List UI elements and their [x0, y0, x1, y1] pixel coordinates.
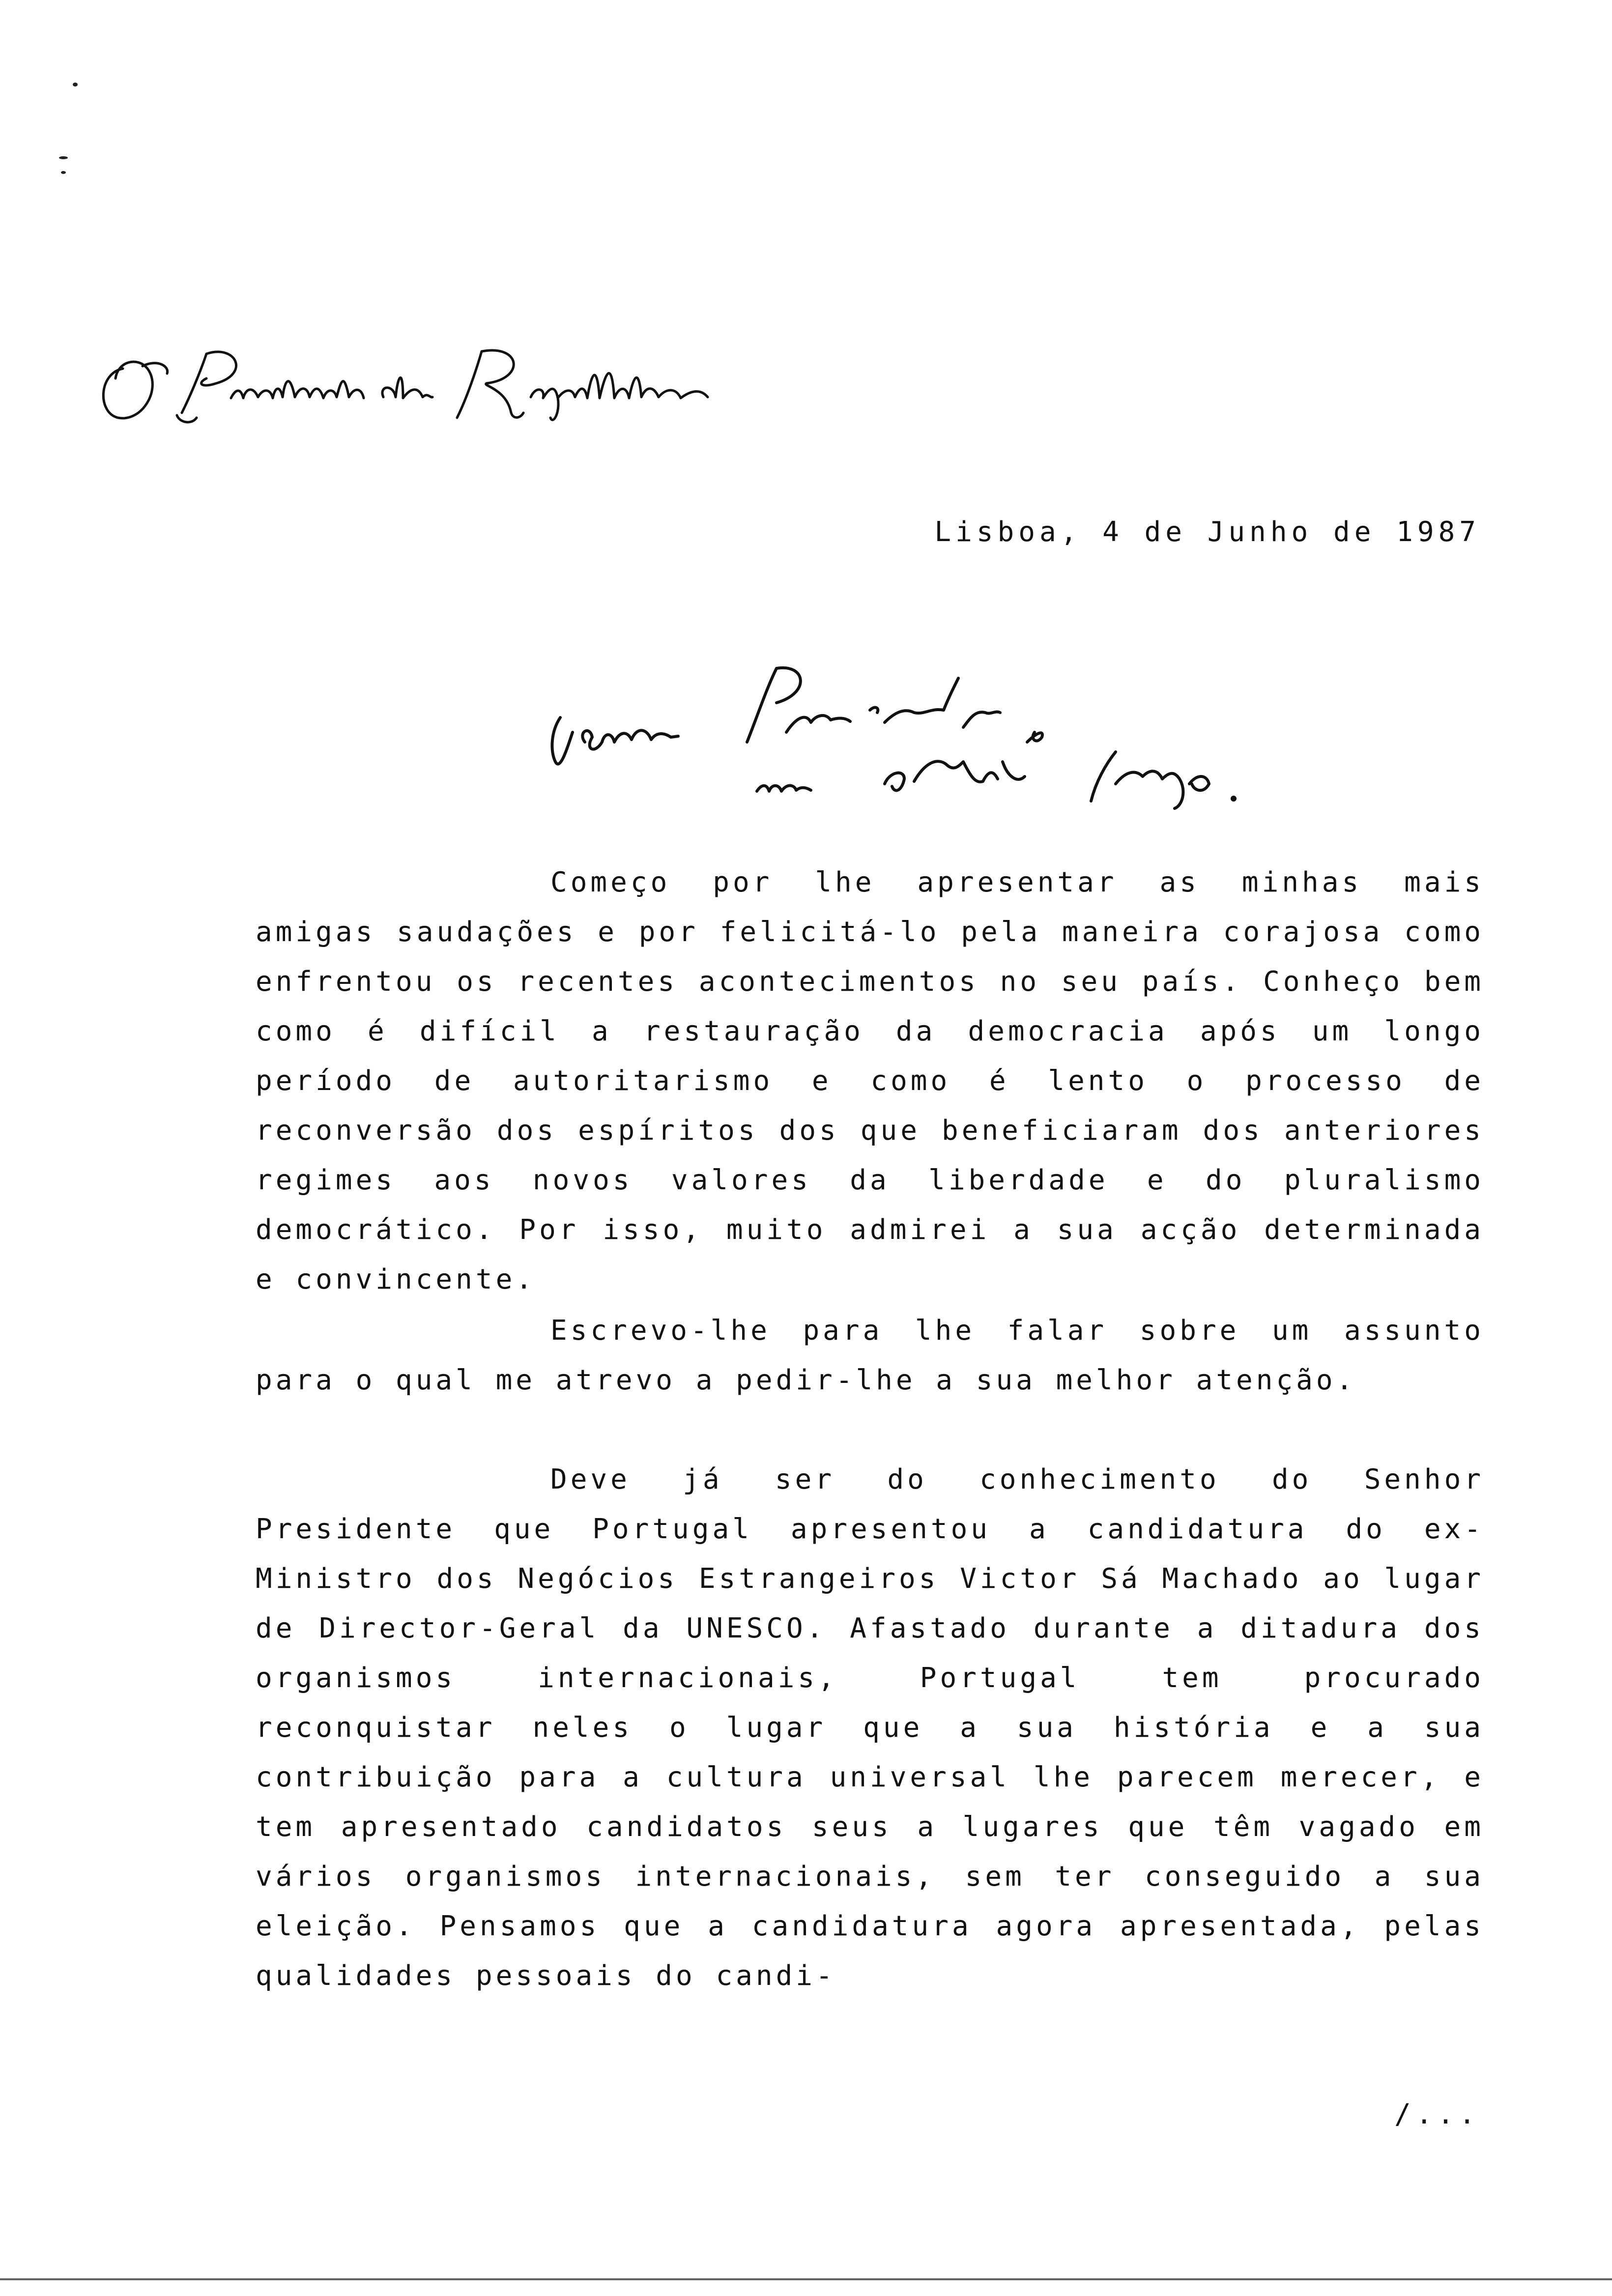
paragraph-text: Deve já ser do conhecimento do Senhor Presidente que Portugal apresentou a candidatura do ex-Ministro dos Negócios Estrangeiros Victor Sá Machado ao lugar de Director-Geral da UNESCO. Afastado durante a ditadura dos organismos internacionais, Portugal tem procurado reconquistar neles o lugar que a sua história e a sua contribuição para a cultura universal lhe parecem merecer, e tem apresentado candidatos seus a lugares que têm vagado em vários organismos internacionais, sem ter conseguido a sua eleição. Pensamos que a candidatura agora apresentada, pelas qualidades pessoais do candi-: [256, 1464, 1484, 1992]
continuation-mark: /...: [1394, 2098, 1480, 2130]
paragraph-1: [256, 858, 1484, 1304]
page-bottom-edge: [0, 2278, 1612, 2280]
paragraph-2: [256, 1306, 1484, 1405]
paragraph-text: Escrevo-lhe para lhe falar sobre um assunto para o qual me atrevo a pedir-lhe a sua melhor atenção.: [256, 1315, 1484, 1396]
scan-speck: [59, 156, 68, 159]
letterhead-script: [88, 339, 727, 432]
scan-speck: [73, 83, 78, 86]
scan-speck: [61, 171, 66, 174]
paragraph-3: [256, 1455, 1484, 2001]
handwritten-salutation: [531, 659, 1327, 821]
letter-date: Lisboa, 4 de Junho de 1987: [934, 516, 1480, 548]
paragraph-text: Começo por lhe apresentar as minhas mais amigas saudações e por felicitá-lo pela maneira corajosa como enfrentou os recentes acontecimentos no seu país. Conheço bem como é difícil a restauração da democracia após um longo período de autoritarismo e como é lento o processo de reconversão dos espíritos dos que beneficiaram dos anteriores regimes aos novos valores da liberdade e do pluralismo democrático. Por isso, muito admirei a sua acção determinada e convincente.: [256, 866, 1484, 1295]
